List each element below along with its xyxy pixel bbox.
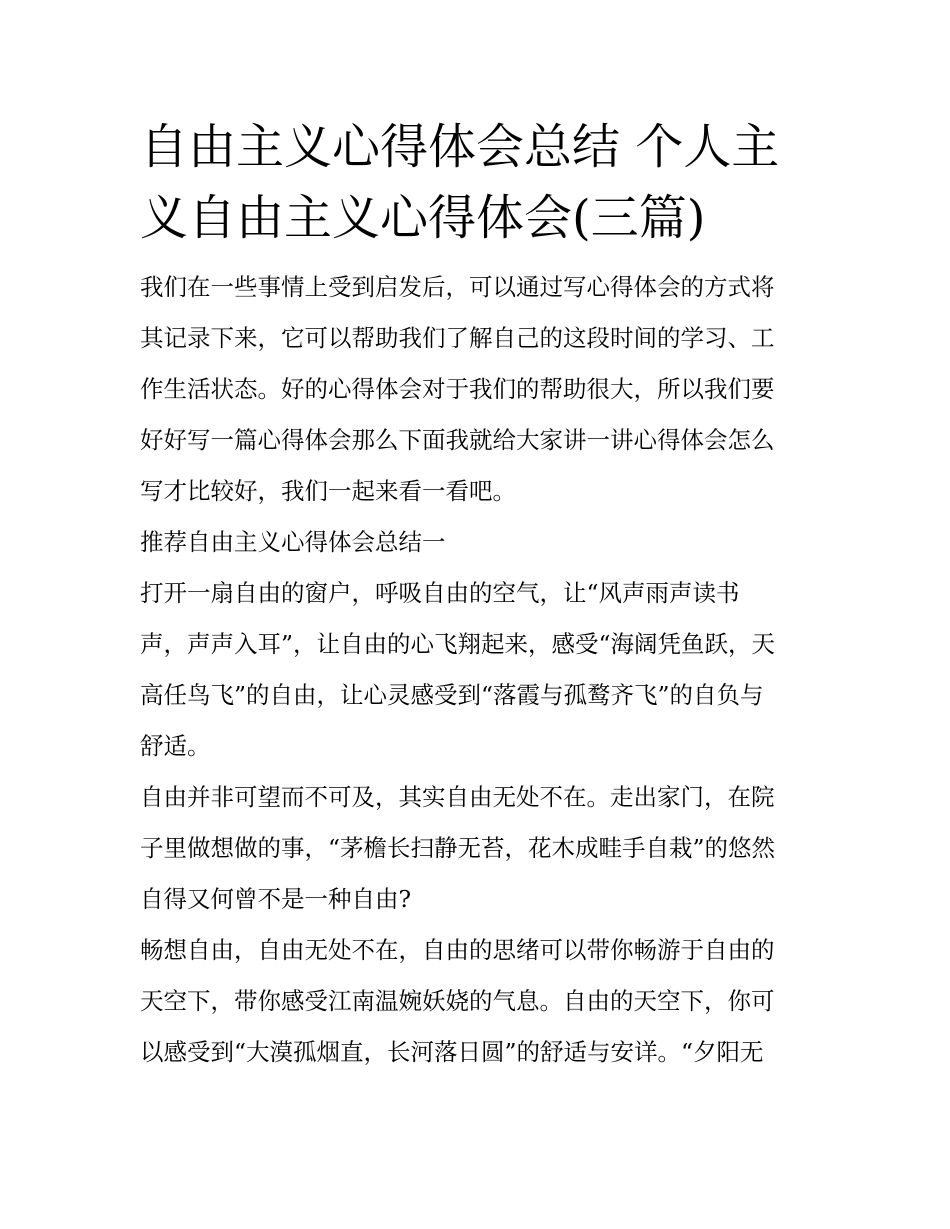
document-title xyxy=(140,112,816,254)
section-heading: 推荐自由主义心得体会总结一 xyxy=(140,528,446,556)
intro-line: 好好写一篇心得体会那么下面我就给大家讲一讲心得体会怎么 xyxy=(140,426,775,454)
paragraph-line: 舒适。 xyxy=(140,732,211,760)
paragraph-line: 打开一扇自由的窗户，呼吸自由的空气，让“风声雨声读书 xyxy=(140,579,740,607)
paragraph-line: 高任鸟飞”的自由，让心灵感受到“落霞与孤鹜齐飞”的自负与 xyxy=(140,681,764,709)
intro-line: 写才比较好，我们一起来看一看吧。 xyxy=(140,477,516,505)
intro-line: 作生活状态。好的心得体会对于我们的帮助很大，所以我们要 xyxy=(140,375,775,403)
paragraph-line: 天空下，带你感受江南温婉妖娆的气息。自由的天空下，你可 xyxy=(140,987,775,1015)
paragraph-line: 声，声声入耳”，让自由的心飞翔起来，感受“海阔凭鱼跃，天 xyxy=(140,630,776,658)
paragraph-line: 子里做想做的事，“茅檐长扫静无苔，花木成畦手自栽”的悠然 xyxy=(140,834,776,862)
title-line: 自由主义心得体会总结 个人主 xyxy=(140,119,780,175)
intro-line: 其记录下来，它可以帮助我们了解自己的这段时间的学习、工 xyxy=(140,324,775,352)
paragraph-line: 以感受到“大漠孤烟直，长河落日圆”的舒适与安详。“夕阳无 xyxy=(140,1038,764,1066)
paragraph-line: 畅想自由，自由无处不在，自由的思绪可以带你畅游于自由的 xyxy=(140,936,775,964)
intro-line: 我们在一些事情上受到启发后，可以通过写心得体会的方式将 xyxy=(140,273,775,301)
paragraph-line: 自由并非可望而不可及，其实自由无处不在。走出家门，在院 xyxy=(140,783,775,811)
document-content xyxy=(140,112,816,1078)
title-line: 义自由主义心得体会(三篇) xyxy=(140,190,706,246)
document-body xyxy=(140,262,816,1078)
paragraph-line: 自得又何曾不是一种自由? xyxy=(140,885,412,913)
